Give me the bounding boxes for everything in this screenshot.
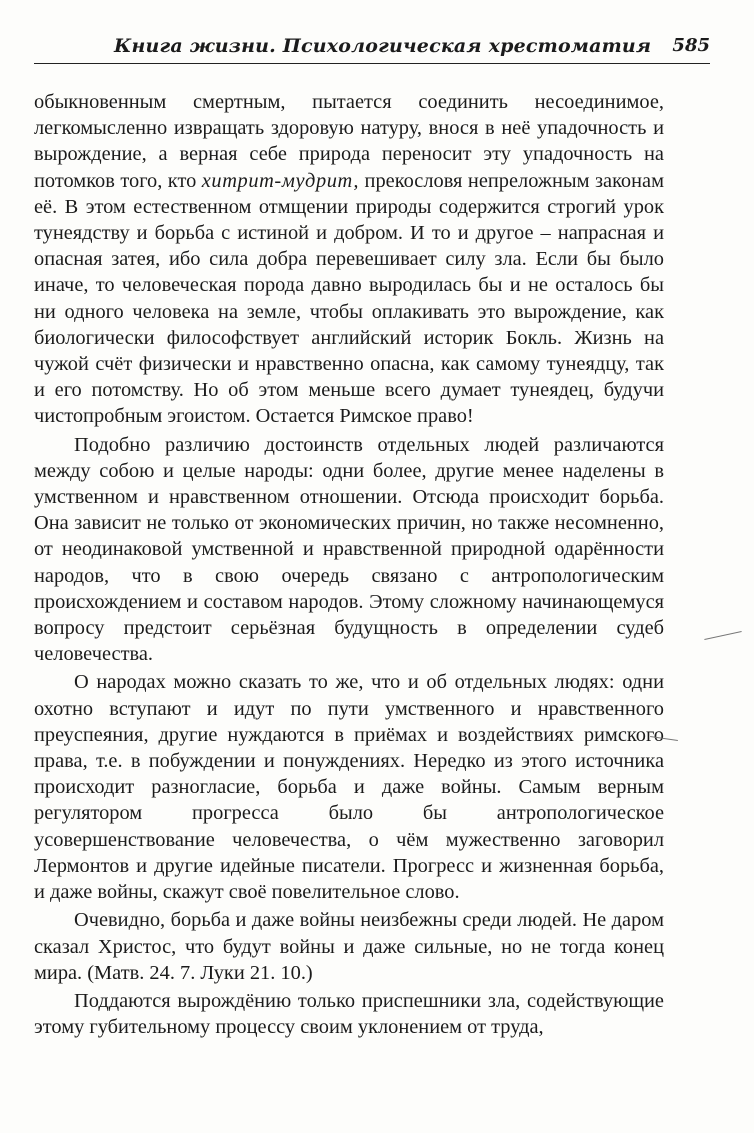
page-number: 585	[672, 35, 710, 56]
paragraph-3: О народах можно сказать то же, что и об отдельных людях: одни охотно вступают и идут по пути умственного и нравственного преуспеяния, другие нуждаются в приёмах и воздействиях римского права, т.е. в побуждении и понуждениях. Нередко из этого источника происходит разногласие, борьба и даже войны. Самым верным регулятором прогресса было бы антропологическое усовершенствование человечества, о чём мужественно заговорил Лермонтов и другие идейные писатели. Прогресс и жизненная борьба, и даже войны, скажут своё повелительное слово.	[34, 671, 664, 904]
paragraph-1-emphasis: хитрит-мудрит,	[201, 169, 360, 192]
paragraph-1-text-after: прекословя непреложным законам её. В этом естественном отмщении природы содержится строгий урок тунеядству и борьба с истиной и добром. И то и другое – напрасная и опасная затея, ибо сила добра перевешивает силу зла. Если бы было иначе, то человеческая порода давно выродилась бы и не осталось бы ни одного человека на земле, чтобы оплакивать это вырождение, как биологически философствует английский историк Бокль. Жизнь на чужой счёт физически и нравственно опасна, как самому тунеядцу, так и его потомству. Но об этом меньше всего думает тунеядец, будучи чистопробным эгоистом. Остается Римское право!	[34, 169, 664, 428]
paragraph-5: Поддаются вырождёнию только приспешники зла, содействующие этому губительному процессу своим уклонением от труда,	[34, 989, 664, 1039]
paragraph-4: Очевидно, борьба и даже войны неизбежны среди людей. Не даром сказал Христос, что будут войны и даже сильные, но не тогда конец мира. (Матв. 24. 7. Луки 21. 10.)	[34, 909, 664, 984]
running-header	[34, 33, 710, 64]
paragraph-2: Подобно различию достоинств отдельных людей различаются между собою и целые народы: одни более, другие менее наделены в умственном и нравственном отношении. Отсюда происходит борьба. Она зависит не только от экономических причин, но также несомненно, от неодинаковой умственной и нравственной природной одарённости народов, что в свою очередь связано с антропологическим происхождением и составом народов. Этому сложному начинающемуся вопросу предстоит серьёзная будущность в определении судеб человечества.	[34, 433, 664, 666]
paragraph-1-text-before: обыкновенным смертным, пытается соединить несоединимое, легкомысленно извращать здоровую натуру, внося в неё упадочность и вырождение, а верная себе природа переносит эту упадочность на потомков того, кто	[34, 91, 664, 192]
scan-mark-margin	[704, 631, 741, 640]
paragraph-1	[34, 89, 664, 430]
running-title: Книга жизни. Психологическая хрестоматия	[114, 35, 652, 57]
body-text	[34, 89, 664, 1040]
